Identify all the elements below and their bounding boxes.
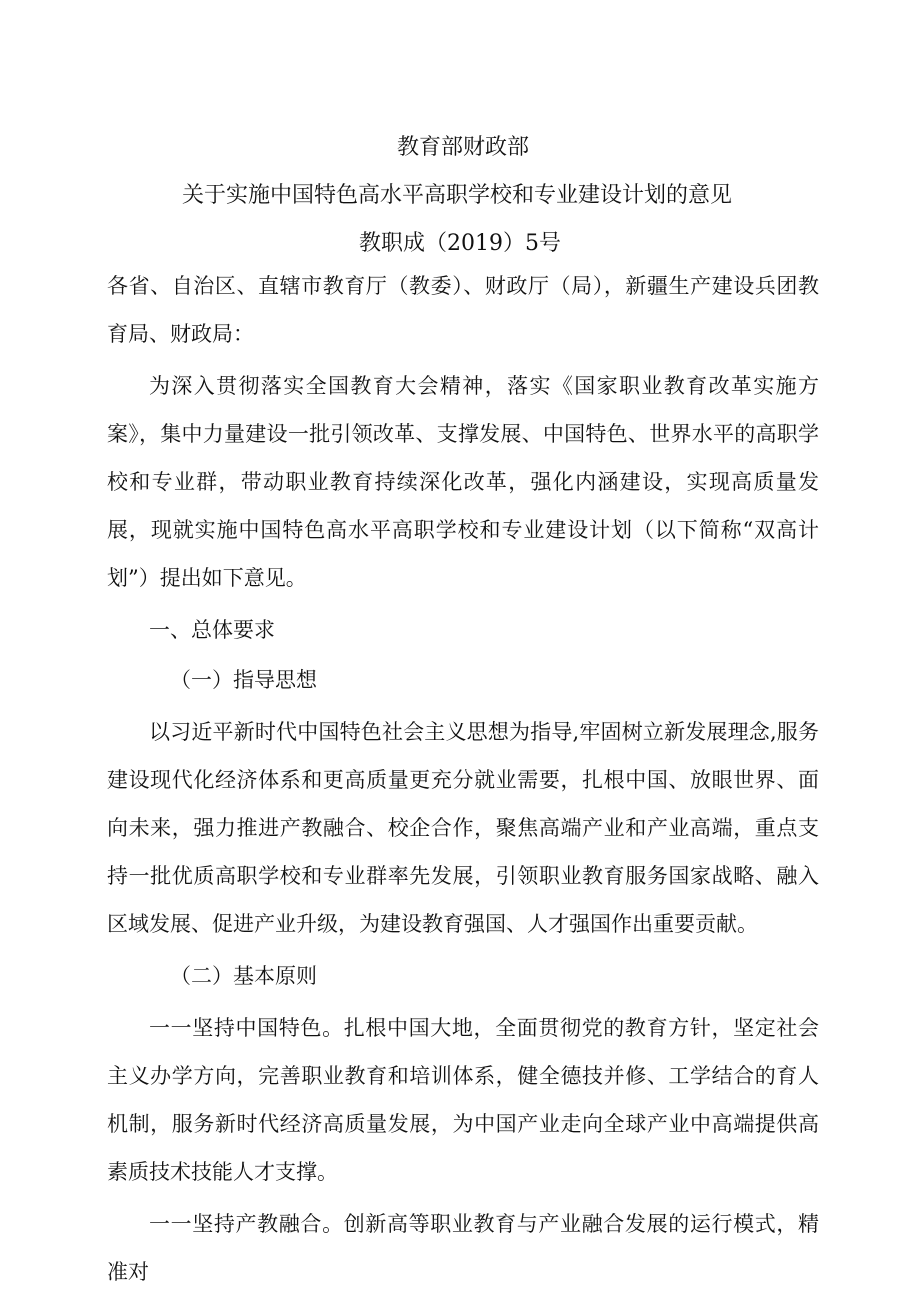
- document-header: [0, 124, 920, 268]
- guiding-ideology-paragraph: 以习近平新时代中国特色社会主义思想为指导,牢固树立新发展理念,服务建设现代化经济体系和更高质量更充分就业需要，扎根中国、放眼世界、面向未来，强力推进产教融合、校企合作，聚焦高端产业和产业高端，重点支持一批优质高职学校和专业群率先发展，引领职业教育服务国家战略、融入区域发展、促进产业升级，为建设教育强国、人才强国作出重要贡献。: [107, 720, 819, 936]
- section-heading-general-requirements: 一、总体要求: [149, 618, 275, 642]
- subsection-heading-guiding-ideology: （一）指导思想: [170, 668, 317, 692]
- principle-chinese-characteristics: 一一坚持中国特色。扎根中国大地，全面贯彻党的教育方针，坚定社会主义办学方向，完善职业教育和培训体系，健全德技并修、工学结合的育人机制，服务新时代经济高质量发展，为中国产业走向全球产业中高端提供高素质技术技能人才支撑。: [107, 1016, 819, 1184]
- principle-industry-education-integration: 一一坚持产教融合。创新高等职业教育与产业融合发展的运行模式，精准对: [107, 1212, 819, 1284]
- intro-paragraph: 为深入贯彻落实全国教育大会精神，落实《国家职业教育改革实施方案》，集中力量建设一批引领改革、支撑发展、中国特色、世界水平的高职学校和专业群，带动职业教育持续深化改革，强化内涵建设，实现高质量发展，现就实施中国特色高水平高职学校和专业建设计划（以下简称“双高计划”）提出如下意见。: [107, 374, 819, 590]
- document-title: 关于实施中国特色高水平高职学校和专业建设计划的意见: [181, 183, 732, 208]
- document-body: [107, 262, 819, 1300]
- document-number: 教职成（2019）5号: [359, 231, 561, 256]
- salutation: 各省、自治区、直辖市教育厅（教委）、财政厅（局），新疆生产建设兵团教育局、财政局：: [107, 274, 819, 346]
- subsection-heading-basic-principles: （二）基本原则: [170, 964, 317, 988]
- issuer-title: 教育部财政部: [396, 135, 529, 160]
